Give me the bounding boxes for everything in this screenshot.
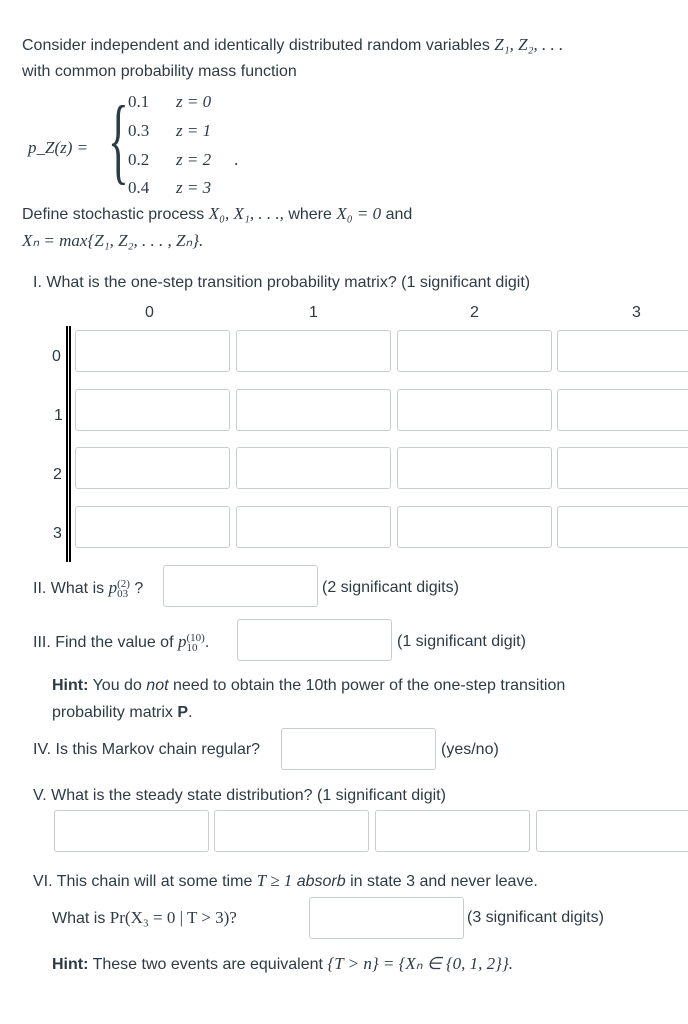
hint1-text: need to obtain the 10th power of the one-step transition: [173, 677, 566, 694]
row-header-2: 2: [53, 466, 62, 483]
hint2-text: These two events are equivalent: [92, 956, 323, 973]
matrix-cell-3-1[interactable]: [236, 506, 391, 548]
hint2-bold: Hint:: [52, 956, 89, 973]
hint1-line2: [52, 703, 193, 723]
pmf-cond-2: z = 2: [176, 150, 212, 169]
pmf-value-3: 0.4: [128, 178, 150, 197]
col-header-1: 1: [309, 304, 318, 321]
matrix-cell-1-2[interactable]: [397, 389, 552, 431]
q2-math: p: [108, 578, 118, 597]
pmf-value-0: 0.1: [128, 92, 150, 111]
q3-sup: (10): [186, 631, 205, 644]
col-header-2: 2: [470, 304, 479, 321]
pmf-lhs: p_Z(z) =: [28, 138, 89, 157]
matrix-cell-1-0[interactable]: [75, 389, 230, 431]
intro-text: Consider independent and identically distributed random variables: [22, 37, 490, 54]
hint1-period: .: [188, 704, 193, 721]
col-header-3: 3: [632, 304, 641, 321]
matrix-cell-2-0[interactable]: [75, 447, 230, 489]
pmf-value-2: 0.2: [128, 150, 150, 169]
q4-label: IV. Is this Markov chain regular?: [33, 741, 261, 758]
hint1-bold: Hint:: [52, 677, 89, 694]
q3-sub: 10: [186, 641, 198, 654]
pmf-cond-3: z = 3: [176, 178, 212, 197]
q3-math: p: [177, 632, 187, 651]
define-math: X₀ = 0: [336, 204, 382, 223]
hint1-matrix-p: P: [177, 704, 189, 721]
steady-state-input-0[interactable]: [54, 810, 209, 852]
define-text: and: [385, 206, 413, 223]
q3-text: III. Find the value of: [33, 634, 174, 651]
q5-label: V. What is the steady state distribution? (1 significant digit): [33, 787, 446, 804]
q4-answer-input[interactable]: [281, 728, 436, 770]
matrix-cell-2-3[interactable]: [557, 447, 688, 489]
define-line2: Xₙ = max{Z₁, Z₂, . . . , Zₙ}.: [22, 231, 204, 250]
pmf-end: .: [234, 150, 239, 169]
intro-line1: [22, 35, 563, 56]
matrix-cell-1-1[interactable]: [236, 389, 391, 431]
define-line1: [22, 204, 412, 225]
q6-math: Pr(X₃ = 0 | T > 3)?: [109, 908, 237, 927]
q2-answer-input[interactable]: [163, 565, 318, 607]
q2-after: ?: [134, 580, 144, 597]
hint1-line1: [52, 676, 565, 696]
hint2-math: {T > n} = {Xₙ ∈ {0, 1, 2}}.: [327, 954, 514, 973]
steady-state-input-3[interactable]: [536, 810, 688, 852]
q1-label: I. What is the one-step transition probability matrix? (1 significant digit): [33, 274, 531, 291]
q6-text: in state 3 and never leave.: [350, 873, 538, 890]
define-math: X₀, X₁, . . .,: [208, 204, 284, 223]
q6-text: VI. This chain will at some time: [33, 873, 253, 890]
pmf-brace: {: [108, 86, 129, 193]
pmf-value-1: 0.3: [128, 121, 150, 140]
q2-text: II. What is: [33, 580, 105, 597]
matrix-bracket: [66, 326, 71, 562]
hint1-em: not: [146, 677, 169, 694]
hint1-text: probability matrix: [52, 704, 173, 721]
pmf-cond-0: z = 0: [176, 92, 212, 111]
matrix-cell-0-1[interactable]: [236, 330, 391, 372]
q6-note: (3 significant digits): [467, 909, 604, 926]
steady-state-input-1[interactable]: [214, 810, 369, 852]
q2-sup: (2): [117, 577, 130, 590]
q6-text: What is: [52, 910, 106, 927]
steady-state-input-2[interactable]: [375, 810, 530, 852]
q3-note: (1 significant digit): [397, 633, 526, 650]
matrix-cell-3-2[interactable]: [397, 506, 552, 548]
row-header-3: 3: [53, 525, 62, 542]
q2-label: [33, 578, 143, 599]
matrix-cell-0-3[interactable]: [557, 330, 688, 372]
intro-math: Z₁, Z₂, . . .: [494, 35, 564, 54]
q3-label: [33, 632, 209, 653]
col-header-0: 0: [145, 304, 154, 321]
row-header-1: 1: [54, 407, 63, 424]
q2-sub: 03: [117, 587, 129, 600]
q4-note: (yes/no): [441, 741, 499, 758]
q6-line2: [52, 908, 237, 929]
matrix-cell-0-2[interactable]: [397, 330, 552, 372]
q3-answer-input[interactable]: [237, 619, 392, 661]
q6-math: T ≥ 1: [256, 871, 293, 890]
matrix-cell-3-0[interactable]: [75, 506, 230, 548]
hint2: [52, 954, 513, 975]
q6-line1: [33, 871, 538, 892]
hint1-text: You do: [92, 677, 142, 694]
q2-note: (2 significant digits): [322, 579, 459, 596]
q3-after: .: [204, 634, 210, 651]
row-header-0: 0: [52, 348, 61, 365]
q6-answer-input[interactable]: [309, 897, 464, 939]
define-text: where: [288, 206, 332, 223]
matrix-cell-3-3[interactable]: [557, 506, 688, 548]
matrix-cell-1-3[interactable]: [557, 389, 688, 431]
matrix-cell-0-0[interactable]: [75, 330, 230, 372]
intro-line2: with common probability mass function: [22, 63, 297, 80]
q6-em: absorb: [296, 873, 346, 890]
pmf-cond-1: z = 1: [176, 121, 212, 140]
matrix-cell-2-2[interactable]: [397, 447, 552, 489]
define-text: Define stochastic process: [22, 206, 205, 223]
matrix-cell-2-1[interactable]: [236, 447, 391, 489]
